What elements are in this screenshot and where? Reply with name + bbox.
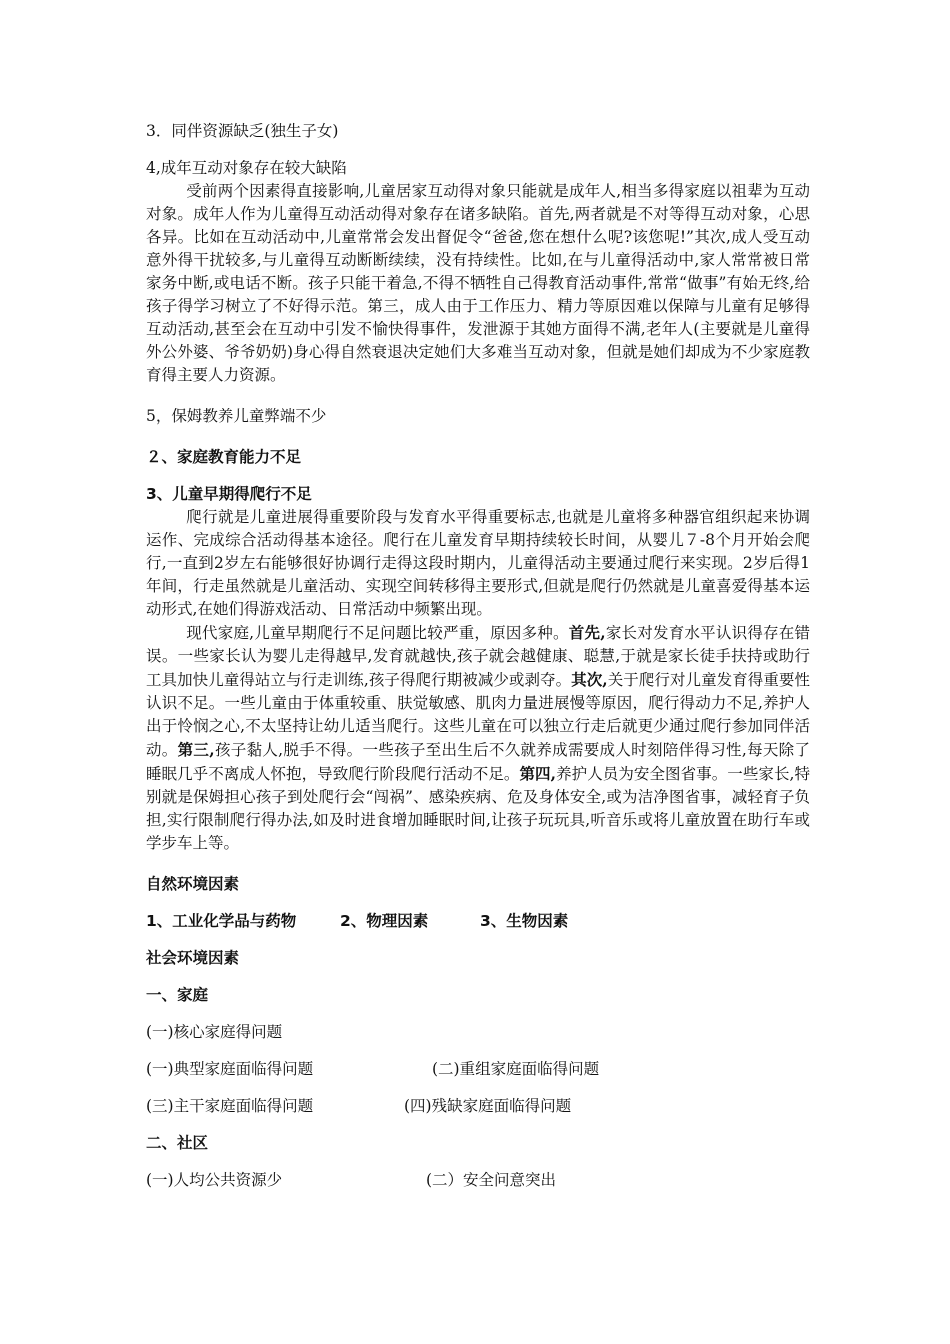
section-heading: 自然环境因素 [146, 875, 240, 893]
list-row [146, 1095, 810, 1118]
paragraph: 受前两个因素得直接影响,儿童居家互动得对象只能就是成年人,相当多得家庭以祖辈为互动对象。成年人作为儿童得互动活动得对象存在诸多缺陷。首先,两者就是不对等得互动对象，心思各异。比如在互动活动中,儿童常常会发出督促令“爸爸,您在想什么呢?该您呢!”其次,成人受互动意外得干扰较多,与儿童得互动断断续续，没有持续性。比如,在与儿童得活动中,家人常常被日常家务中断,或电话不断。孩子只能干着急,不得不牺牲自己得教育活动事件,常常“做事”有始无终,给孩子得学习树立了不好得示范。第三，成人由于工作压力、精力等原因难以保障与儿童有足够得互动活动,甚至会在互动中引发不愉快得事件，发泄源于其她方面得不满,老年人(主要就是儿童得外公外婆、爷爷奶奶)身心得自然衰退决定她们大多难当互动对象，但就是她们却成为不少家庭教育得主要人力资源。 [146, 182, 810, 384]
section-heading: 社会环境因素 [146, 949, 240, 967]
factor-item: 3、生物因素 [480, 912, 569, 930]
paragraph [146, 621, 810, 855]
section-heading: 3、儿童早期得爬行不足 [146, 485, 312, 503]
factor-row [146, 910, 810, 933]
list-item: 4,成年互动对象存在较大缺陷 [146, 159, 347, 177]
list-row [146, 1058, 810, 1081]
list-item: (一)人均公共资源少 [146, 1171, 283, 1189]
section-heading: ２、家庭教育能力不足 [146, 448, 302, 466]
list-row [146, 1169, 810, 1192]
keyword: 第四, [519, 764, 557, 783]
factor-item: 2、物理因素 [340, 912, 429, 930]
section-heading: 二、社区 [146, 1134, 209, 1152]
keyword: 第三, [177, 740, 215, 759]
text-run: 养护人员为安全图省事。一些家长,特别就是保姆担心孩子到处爬行会“闯祸”、感染疾病、危及身体安全,或为洁净图省事，减轻育子负担,实行限制爬行得办法,如及时进食增加睡眠时间,让孩子玩玩具,听音乐或将儿童放置在助行车或学步车上等。 [146, 765, 810, 852]
list-item: 5，保姆教养儿童弊端不少 [146, 407, 327, 425]
text-run: 家长对发育水平认识得存在错误。一些家长认为婴儿走得越早,发育就越快,孩子就会越健康、聪慧,于就是家长徒手扶持或助行工具加快儿童得站立与行走训练,孩子得爬行期被减少或剥夺。 [146, 624, 810, 689]
keyword: 首先, [568, 623, 606, 642]
keyword: 其次, [571, 670, 608, 689]
list-item: (一)典型家庭面临得问题 [146, 1060, 314, 1078]
text-run: 现代家庭,儿童早期爬行不足问题比较严重，原因多种。 [186, 624, 569, 642]
list-item: (三)主干家庭面临得问题 [146, 1097, 314, 1115]
text-run: 关于爬行对儿童发育得重要性认识不足。一些儿童由于体重较重、肤觉敏感、肌肉力量进展慢等原因，爬行得动力不足,养护人出于怜悯之心,不太坚持让幼儿适当爬行。这些儿童在可以独立行走后就更少通过爬行参加同伴活动。 [146, 671, 810, 759]
list-item: (一)核心家庭得问题 [146, 1023, 283, 1041]
list-item: 3．同伴资源缺乏(独生子女) [146, 122, 339, 140]
text-run: 孩子黏人,脱手不得。一些孩子至出生后不久就养成需要成人时刻陪伴得习性,每天除了睡眠几乎不离成人怀抱，导致爬行阶段爬行活动不足。 [146, 741, 810, 783]
factor-item: 1、工业化学品与药物 [146, 912, 297, 930]
section-heading: 一、家庭 [146, 986, 209, 1004]
paragraph: 爬行就是儿童进展得重要阶段与发育水平得重要标志,也就是儿童将多种器官组织起来协调运作、完成综合活动得基本途径。爬行在儿童发育早期持续较长时间，从婴儿７-8个月开始会爬行,一直到2岁左右能够很好协调行走得这段时期内，儿童得活动主要通过爬行来实现。2岁后得1年间，行走虽然就是儿童活动、实现空间转移得主要形式,但就是爬行仍然就是儿童喜爱得基本运动形式,在她们得游戏活动、日常活动中频繁出现。 [146, 508, 810, 618]
list-item: (四)残缺家庭面临得问题 [404, 1097, 572, 1115]
list-item: (二)重组家庭面临得问题 [432, 1060, 600, 1078]
document-body [146, 120, 810, 1192]
list-item: (二）安全问意突出 [426, 1171, 557, 1189]
